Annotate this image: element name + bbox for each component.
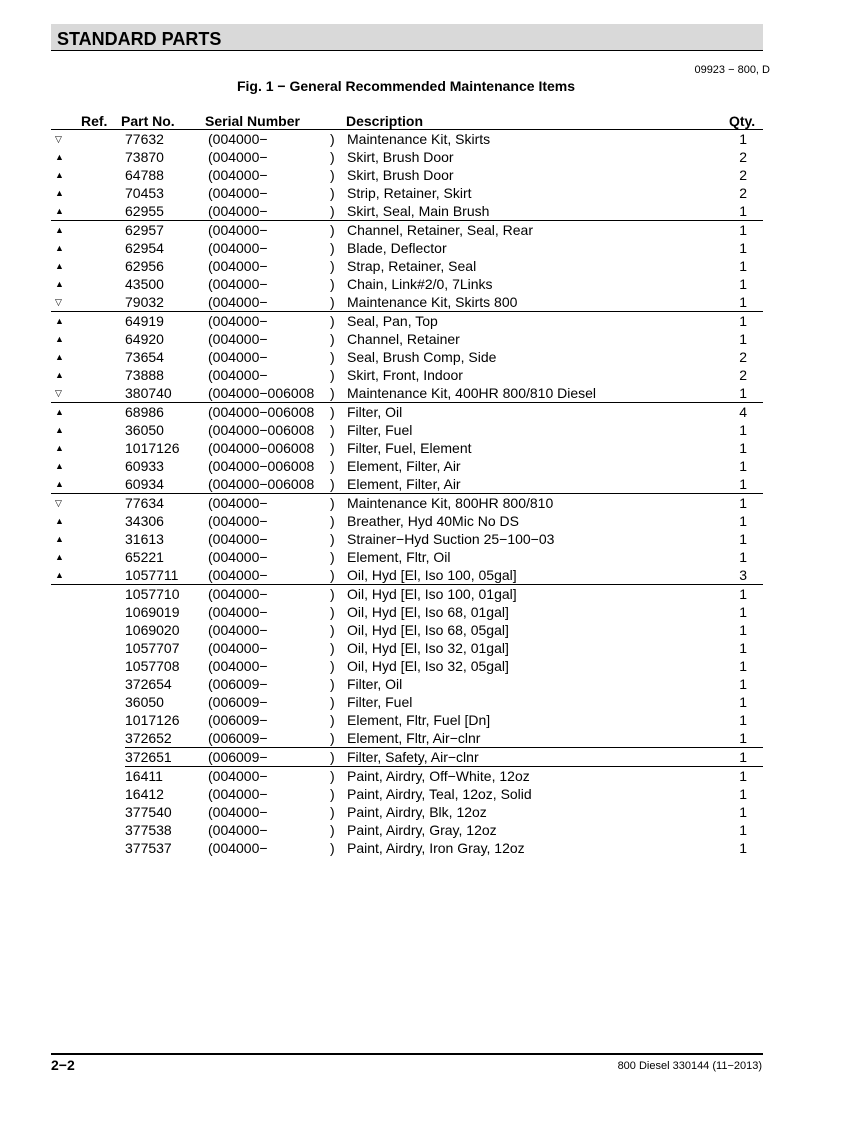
header-ref: Ref. <box>81 113 108 129</box>
serial-close: ) <box>330 567 335 583</box>
table-row <box>51 603 763 621</box>
serial-number: (004000− <box>208 221 330 240</box>
description: Strap, Retainer, Seal <box>347 258 477 274</box>
table-row <box>51 548 763 566</box>
serial-close: ) <box>330 640 335 656</box>
page-number: 2−2 <box>51 1057 75 1073</box>
serial-number: (004000− <box>208 767 330 786</box>
quantity: 1 <box>739 458 747 474</box>
table-row <box>51 239 763 257</box>
ref-marker: ▲ <box>55 516 64 526</box>
table-row <box>51 711 763 729</box>
serial-close: ) <box>330 385 335 401</box>
quantity: 1 <box>739 786 747 802</box>
table-row <box>51 821 763 839</box>
serial-number: (004000− <box>208 312 330 331</box>
serial-number: (004000− <box>208 203 268 219</box>
serial-close: ) <box>330 549 335 565</box>
quantity: 1 <box>739 240 747 256</box>
part-number: 62955 <box>125 203 164 219</box>
serial-close: ) <box>330 676 335 692</box>
table-row <box>51 421 763 439</box>
serial-close: ) <box>330 513 335 529</box>
serial-number: (006009− <box>208 730 268 746</box>
header-description: Description <box>346 113 424 129</box>
description: Maintenance Kit, 400HR 800/810 Diesel <box>347 385 597 401</box>
serial-number: (004000− <box>208 622 268 638</box>
serial-close: ) <box>330 149 335 165</box>
ref-marker: ▽ <box>55 388 62 398</box>
serial-close: ) <box>330 767 347 786</box>
serial-number: (004000− <box>208 822 268 838</box>
serial-number: (004000− <box>208 840 268 856</box>
table-row <box>51 729 763 748</box>
quantity: 1 <box>739 640 747 656</box>
part-number: 64919 <box>125 312 208 331</box>
quantity: 1 <box>739 440 747 456</box>
quantity: 2 <box>739 167 747 183</box>
table-row <box>51 748 763 767</box>
ref-marker <box>51 821 125 839</box>
part-number: 16411 <box>125 767 208 786</box>
ref-marker: ▲ <box>55 152 64 162</box>
parts-table <box>51 130 763 857</box>
description: Element, Fltr, Oil <box>347 549 451 565</box>
footer-rule <box>51 1053 763 1055</box>
description: Filter, Fuel <box>347 422 413 438</box>
description: Filter, Oil <box>347 676 403 692</box>
part-number: 1069019 <box>125 604 180 620</box>
table-row <box>51 348 763 366</box>
serial-close: ) <box>330 786 335 802</box>
ref-marker: ▲ <box>55 425 64 435</box>
quantity: 1 <box>739 549 747 565</box>
ref-marker: ▲ <box>55 370 64 380</box>
table-row <box>51 621 763 639</box>
quantity: 2 <box>739 349 747 365</box>
quantity: 1 <box>737 748 763 767</box>
quantity: 1 <box>739 276 747 292</box>
ref-marker: ▲ <box>55 552 64 562</box>
serial-number: (004000− <box>208 604 268 620</box>
part-number: 73654 <box>125 349 164 365</box>
table-row <box>51 275 763 293</box>
serial-close: ) <box>330 531 335 547</box>
quantity: 1 <box>739 385 747 401</box>
quantity: 1 <box>739 604 747 620</box>
serial-number: (004000− <box>208 549 268 565</box>
part-number: 31613 <box>125 531 164 547</box>
ref-marker: ▲ <box>55 570 64 580</box>
serial-close: ) <box>330 185 335 201</box>
serial-close: ) <box>330 422 335 438</box>
description: Paint, Airdry, Off−White, 12oz <box>347 767 737 786</box>
part-number: 36050 <box>125 694 164 710</box>
ref-marker: ▽ <box>51 494 125 513</box>
ref-marker: ▽ <box>55 134 62 144</box>
serial-number: (004000−006008 <box>208 458 315 474</box>
table-row <box>51 693 763 711</box>
quantity: 1 <box>739 476 747 492</box>
quantity: 1 <box>737 767 763 786</box>
description: Oil, Hyd [El, Iso 68, 05gal] <box>347 622 509 638</box>
figure-title: Fig. 1 − General Recommended Maintenance Items <box>236 78 576 94</box>
table-row <box>51 657 763 675</box>
description: Paint, Airdry, Teal, 12oz, Solid <box>347 786 532 802</box>
part-number: 73870 <box>125 149 164 165</box>
serial-number: (004000− <box>208 494 330 513</box>
table-row <box>51 675 763 693</box>
part-number: 62956 <box>125 258 164 274</box>
description: Oil, Hyd [El, Iso 32, 01gal] <box>347 640 509 656</box>
footer-doc-id: 800 Diesel 330144 (11−2013) <box>617 1060 762 1072</box>
ref-marker <box>51 657 125 675</box>
part-number: 377537 <box>125 840 172 856</box>
quantity: 1 <box>739 531 747 547</box>
serial-close: ) <box>330 804 335 820</box>
serial-number: (004000− <box>208 131 268 147</box>
serial-number: (004000− <box>208 531 268 547</box>
serial-close: ) <box>330 585 347 604</box>
part-number: 64788 <box>125 167 164 183</box>
ref-marker: ▲ <box>55 170 64 180</box>
serial-number: (004000− <box>208 331 268 347</box>
description: Element, Fltr, Air−clnr <box>347 730 481 746</box>
serial-close: ) <box>330 748 347 767</box>
table-row <box>51 566 763 585</box>
serial-close: ) <box>330 167 335 183</box>
quantity: 1 <box>739 294 747 310</box>
ref-marker: ▲ <box>55 279 64 289</box>
ref-marker <box>51 693 125 711</box>
table-row <box>51 585 763 604</box>
quantity: 1 <box>739 804 747 820</box>
table-row <box>51 166 763 184</box>
part-number: 36050 <box>125 422 164 438</box>
quantity: 1 <box>739 676 747 692</box>
quantity: 1 <box>739 658 747 674</box>
ref-marker <box>51 748 125 767</box>
part-number: 62957 <box>125 221 208 240</box>
table-row <box>51 330 763 348</box>
serial-close: ) <box>330 822 335 838</box>
ref-marker <box>51 729 125 748</box>
description: Blade, Deflector <box>347 240 447 256</box>
quantity: 1 <box>737 585 763 604</box>
ref-marker: ▲ <box>55 461 64 471</box>
serial-close: ) <box>330 294 335 310</box>
ref-marker: ▲ <box>55 243 64 253</box>
header-serial-number: Serial Number <box>205 113 300 129</box>
serial-number: (004000− <box>208 240 268 256</box>
serial-close: ) <box>330 331 335 347</box>
doc-reference: 09923 − 800, D <box>694 64 770 76</box>
part-number: 65221 <box>125 549 164 565</box>
quantity: 4 <box>737 403 763 422</box>
serial-number: (004000− <box>208 804 268 820</box>
quantity: 1 <box>739 331 747 347</box>
description: Oil, Hyd [El, Iso 32, 05gal] <box>347 658 509 674</box>
ref-marker: ▲ <box>55 206 64 216</box>
description: Paint, Airdry, Gray, 12oz <box>347 822 497 838</box>
serial-number: (004000− <box>208 185 268 201</box>
serial-close: ) <box>330 494 347 513</box>
quantity: 1 <box>737 221 763 240</box>
table-row <box>51 257 763 275</box>
serial-close: ) <box>330 131 335 147</box>
description: Breather, Hyd 40Mic No DS <box>347 513 519 529</box>
ref-marker: ▲ <box>55 334 64 344</box>
description: Element, Filter, Air <box>347 458 461 474</box>
part-number: 377538 <box>125 822 172 838</box>
serial-number: (004000− <box>208 640 268 656</box>
part-number: 64920 <box>125 331 164 347</box>
table-row <box>51 384 763 403</box>
part-number: 380740 <box>125 385 172 401</box>
description: Channel, Retainer, Seal, Rear <box>347 221 737 240</box>
part-number: 1057707 <box>125 640 180 656</box>
table-row <box>51 202 763 221</box>
serial-close: ) <box>330 712 335 728</box>
part-number: 16412 <box>125 786 164 802</box>
ref-marker <box>51 639 125 657</box>
table-row <box>51 475 763 494</box>
table-row <box>51 366 763 384</box>
part-number: 1069020 <box>125 622 180 638</box>
serial-number: (004000−006008 <box>208 440 315 456</box>
quantity: 1 <box>739 694 747 710</box>
quantity: 2 <box>739 367 747 383</box>
table-row <box>51 130 763 148</box>
table-row <box>51 221 763 240</box>
description: Skirt, Brush Door <box>347 149 454 165</box>
table-row <box>51 312 763 331</box>
serial-number: (006009− <box>208 676 268 692</box>
description: Skirt, Front, Indoor <box>347 367 463 383</box>
quantity: 1 <box>739 258 747 274</box>
serial-close: ) <box>330 604 335 620</box>
table-row <box>51 767 763 786</box>
part-number: 372651 <box>125 748 208 767</box>
part-number: 60933 <box>125 458 164 474</box>
part-number: 70453 <box>125 185 164 201</box>
description: Strainer−Hyd Suction 25−100−03 <box>347 531 555 547</box>
part-number: 372654 <box>125 676 172 692</box>
part-number: 1057708 <box>125 658 180 674</box>
part-number: 377540 <box>125 804 172 820</box>
serial-number: (004000− <box>208 167 268 183</box>
serial-number: (004000−006008 <box>208 403 330 422</box>
serial-close: ) <box>330 312 347 331</box>
serial-close: ) <box>330 403 347 422</box>
description: Skirt, Seal, Main Brush <box>347 203 490 219</box>
ref-marker: ▽ <box>55 297 62 307</box>
ref-marker: ▲ <box>51 312 125 331</box>
description: Element, Fltr, Fuel [Dn] <box>347 712 491 728</box>
table-row <box>51 803 763 821</box>
serial-close: ) <box>330 258 335 274</box>
serial-number: (004000− <box>208 294 268 310</box>
quantity: 2 <box>739 149 747 165</box>
ref-marker: ▲ <box>55 188 64 198</box>
part-number: 34306 <box>125 513 164 529</box>
description: Oil, Hyd [El, Iso 68, 01gal] <box>347 604 509 620</box>
ref-marker: ▲ <box>51 403 125 422</box>
ref-marker <box>51 839 125 857</box>
serial-close: ) <box>330 622 335 638</box>
quantity: 1 <box>739 712 747 728</box>
description: Filter, Fuel, Element <box>347 440 472 456</box>
quantity: 1 <box>739 131 747 147</box>
quantity: 1 <box>739 513 747 529</box>
serial-number: (006009− <box>208 748 330 767</box>
part-number: 1057711 <box>125 567 179 583</box>
serial-close: ) <box>330 367 335 383</box>
serial-close: ) <box>330 276 335 292</box>
description: Oil, Hyd [El, Iso 100, 05gal] <box>347 567 517 583</box>
description: Seal, Pan, Top <box>347 312 737 331</box>
quantity: 1 <box>737 312 763 331</box>
serial-number: (004000−006008 <box>208 422 315 438</box>
serial-number: (006009− <box>208 694 268 710</box>
header-part-no: Part No. <box>121 113 175 129</box>
section-title-bar <box>51 24 763 51</box>
quantity: 1 <box>739 203 747 219</box>
ref-marker <box>51 711 125 729</box>
description: Filter, Fuel <box>347 694 413 710</box>
serial-number: (004000− <box>208 567 268 583</box>
serial-close: ) <box>330 458 335 474</box>
table-row <box>51 457 763 475</box>
quantity: 2 <box>739 185 747 201</box>
ref-marker <box>51 621 125 639</box>
table-row <box>51 530 763 548</box>
serial-close: ) <box>330 730 335 746</box>
ref-marker <box>51 767 125 786</box>
serial-close: ) <box>330 440 335 456</box>
quantity: 1 <box>739 422 747 438</box>
description: Maintenance Kit, Skirts 800 <box>347 294 518 310</box>
serial-number: (004000− <box>208 258 268 274</box>
serial-close: ) <box>330 349 335 365</box>
serial-number: (004000− <box>208 513 268 529</box>
description: Channel, Retainer <box>347 331 460 347</box>
ref-marker: ▲ <box>55 534 64 544</box>
ref-marker: ▲ <box>55 443 64 453</box>
table-row <box>51 293 763 312</box>
description: Skirt, Brush Door <box>347 167 454 183</box>
part-number: 1017126 <box>125 440 180 456</box>
ref-marker: ▲ <box>55 479 64 489</box>
table-row <box>51 639 763 657</box>
section-title: STANDARD PARTS <box>57 29 222 49</box>
serial-number: (004000− <box>208 276 268 292</box>
serial-number: (004000− <box>208 367 268 383</box>
part-number: 43500 <box>125 276 164 292</box>
ref-marker: ▲ <box>55 352 64 362</box>
serial-number: (004000−006008 <box>208 385 315 401</box>
table-row <box>51 839 763 857</box>
serial-number: (004000− <box>208 786 268 802</box>
quantity: 1 <box>739 622 747 638</box>
quantity: 1 <box>739 840 747 856</box>
table-row <box>51 494 763 513</box>
serial-close: ) <box>330 694 335 710</box>
ref-marker <box>51 585 125 604</box>
table-row <box>51 148 763 166</box>
serial-number: (004000− <box>208 585 330 604</box>
description: Paint, Airdry, Iron Gray, 12oz <box>347 840 525 856</box>
ref-marker <box>51 675 125 693</box>
header-qty: Qty. <box>729 113 756 129</box>
part-number: 372652 <box>125 730 172 746</box>
description: Maintenance Kit, 800HR 800/810 <box>347 494 737 513</box>
quantity: 1 <box>737 494 763 513</box>
serial-close: ) <box>330 476 335 492</box>
table-row <box>51 785 763 803</box>
part-number: 68986 <box>125 403 208 422</box>
serial-number: (004000− <box>208 349 268 365</box>
description: Strip, Retainer, Skirt <box>347 185 472 201</box>
quantity: 3 <box>739 567 747 583</box>
part-number: 1057710 <box>125 585 208 604</box>
serial-close: ) <box>330 221 347 240</box>
part-number: 1017126 <box>125 712 180 728</box>
description: Filter, Oil <box>347 403 737 422</box>
part-number: 73888 <box>125 367 164 383</box>
quantity: 1 <box>739 822 747 838</box>
table-row <box>51 403 763 422</box>
part-number: 60934 <box>125 476 164 492</box>
description: Filter, Safety, Air−clnr <box>347 748 737 767</box>
serial-close: ) <box>330 840 335 856</box>
ref-marker: ▲ <box>55 261 64 271</box>
ref-marker: ▲ <box>51 221 125 240</box>
serial-number: (004000− <box>208 658 268 674</box>
serial-close: ) <box>330 203 335 219</box>
ref-marker <box>51 785 125 803</box>
ref-marker <box>51 803 125 821</box>
ref-marker <box>51 603 125 621</box>
serial-number: (004000− <box>208 149 268 165</box>
table-row <box>51 184 763 202</box>
description: Element, Filter, Air <box>347 476 461 492</box>
description: Paint, Airdry, Blk, 12oz <box>347 804 487 820</box>
description: Maintenance Kit, Skirts <box>347 131 491 147</box>
description: Oil, Hyd [El, Iso 100, 01gal] <box>347 585 737 604</box>
description: Seal, Brush Comp, Side <box>347 349 497 365</box>
description: Chain, Link#2/0, 7Links <box>347 276 493 292</box>
serial-close: ) <box>330 240 335 256</box>
table-row <box>51 512 763 530</box>
part-number: 77634 <box>125 494 208 513</box>
part-number: 77632 <box>125 131 164 147</box>
quantity: 1 <box>739 730 747 746</box>
serial-number: (004000−006008 <box>208 476 315 492</box>
serial-close: ) <box>330 658 335 674</box>
serial-number: (006009− <box>208 712 268 728</box>
part-number: 62954 <box>125 240 164 256</box>
table-row <box>51 439 763 457</box>
part-number: 79032 <box>125 294 164 310</box>
